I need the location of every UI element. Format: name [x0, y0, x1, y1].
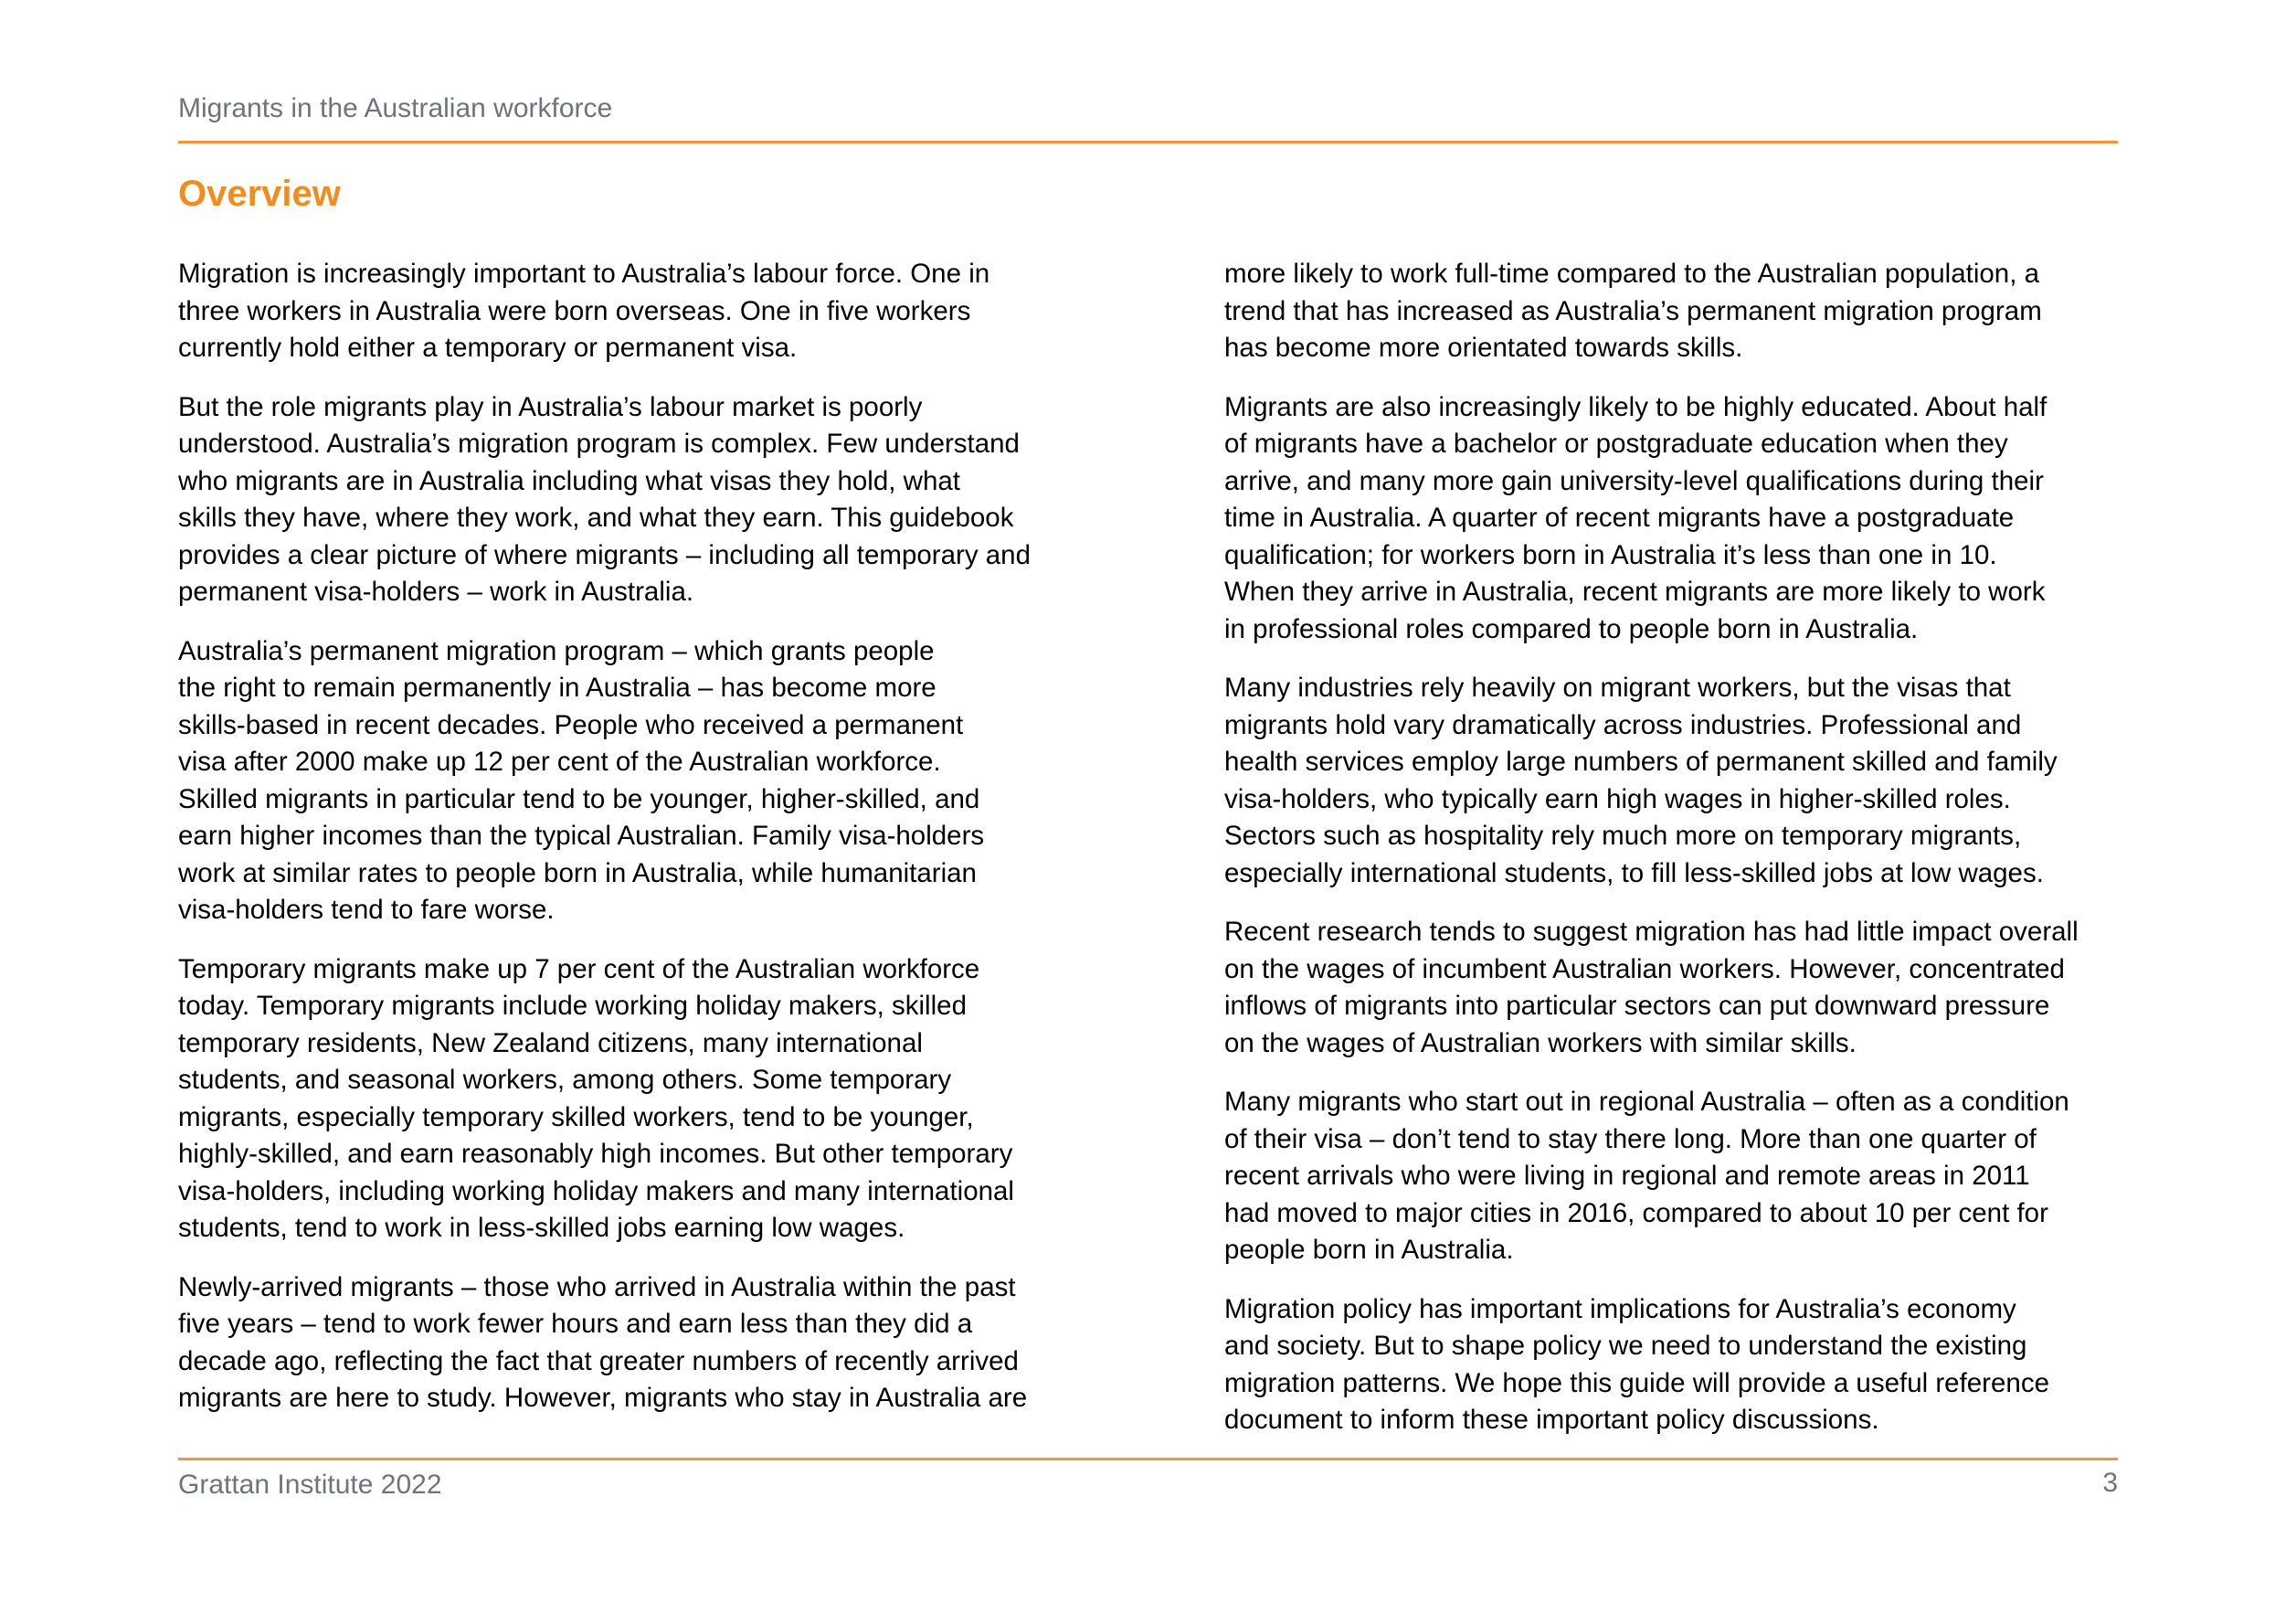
body-paragraph — [178, 1269, 1092, 1417]
body-paragraph — [178, 951, 1092, 1247]
paragraph-line: decade ago, reflecting the fact that greater numbers of recently arrived — [178, 1345, 1019, 1376]
paragraph-line: visa-holders tend to fare worse. — [178, 895, 555, 925]
paragraph-line: visa after 2000 make up 12 per cent of the Australian workforce. — [178, 747, 941, 777]
body-paragraph — [1224, 1291, 2138, 1439]
section-title: Overview — [178, 174, 341, 214]
paragraph-line: When they arrive in Australia, recent migrants are more likely to work — [1224, 577, 2046, 607]
running-header-title: Migrants in the Australian workforce — [178, 93, 613, 123]
paragraph-line: Many migrants who start out in regional Australia – often as a condition — [1224, 1087, 2069, 1117]
paragraph-line: migrants, especially temporary skilled workers, tend to be younger, — [178, 1101, 974, 1132]
footer-divider — [178, 1458, 2118, 1460]
body-paragraph — [1224, 914, 2138, 1062]
paragraph-line: Many industries rely heavily on migrant workers, but the visas that — [1224, 673, 2011, 703]
page-number: 3 — [2102, 1468, 2118, 1498]
paragraph-line: has become more orientated towards skills. — [1224, 333, 1743, 363]
paragraph-line: migrants are here to study. However, migrants who stay in Australia are — [178, 1383, 1028, 1413]
paragraph-line: Australia’s permanent migration program – which grants people — [178, 635, 935, 666]
paragraph-line: people born in Australia. — [1224, 1235, 1514, 1265]
paragraph-line: document to inform these important policy discussions. — [1224, 1405, 1879, 1435]
body-paragraph — [1224, 389, 2138, 649]
paragraph-line: migrants hold vary dramatically across industries. Professional and — [1224, 709, 2022, 740]
paragraph-line: of their visa – don’t tend to stay there long. More than one quarter of — [1224, 1123, 2037, 1154]
paragraph-line: Skilled migrants in particular tend to be younger, higher-skilled, and — [178, 783, 980, 814]
body-paragraph — [1224, 670, 2138, 892]
paragraph-line: earn higher incomes than the typical Australian. Family visa-holders — [178, 821, 985, 851]
paragraph-line: inflows of migrants into particular sectors can put downward pressure — [1224, 991, 2050, 1021]
header-divider — [178, 141, 2118, 143]
paragraph-line: Newly-arrived migrants – those who arrived in Australia within the past — [178, 1271, 1016, 1302]
paragraph-line: recent arrivals who were living in regional and remote areas in 2011 — [1224, 1161, 2030, 1191]
paragraph-line: Migration policy has important implications for Australia’s economy — [1224, 1293, 2016, 1324]
paragraph-line: today. Temporary migrants include working holiday makers, skilled — [178, 991, 967, 1021]
paragraph-line: Migrants are also increasingly likely to be highly educated. About half — [1224, 391, 2047, 422]
right-column — [1224, 256, 2138, 1461]
paragraph-line: But the role migrants play in Australia’s labour market is poorly — [178, 391, 923, 422]
paragraph-line: on the wages of Australian workers with similar skills. — [1224, 1027, 1857, 1058]
paragraph-line: especially international students, to fill less-skilled jobs at low wages. — [1224, 857, 2044, 888]
body-paragraph — [1224, 1084, 2138, 1269]
paragraph-line: who migrants are in Australia including what visas they hold, what — [178, 465, 960, 496]
paragraph-line: the right to remain permanently in Australia – has become more — [178, 673, 936, 703]
paragraph-line: three workers in Australia were born overseas. One in five workers — [178, 295, 971, 326]
paragraph-line: more likely to work full-time compared to the Australian population, a — [1224, 259, 2039, 289]
footer-publisher: Grattan Institute 2022 — [178, 1470, 442, 1500]
paragraph-line: five years – tend to work fewer hours and earn less than they did a — [178, 1309, 973, 1339]
paragraph-line: work at similar rates to people born in Australia, while humanitarian — [178, 857, 977, 888]
paragraph-line: health services employ large numbers of permanent skilled and family — [1224, 747, 2058, 777]
paragraph-line: and society. But to shape policy we need to understand the existing — [1224, 1331, 2027, 1361]
paragraph-line: Sectors such as hospitality rely much more on temporary migrants, — [1224, 821, 2022, 851]
paragraph-line: highly-skilled, and earn reasonably high incomes. But other temporary — [178, 1139, 1013, 1169]
paragraph-line: arrive, and many more gain university-level qualifications during their — [1224, 465, 2044, 496]
paragraph-line: currently hold either a temporary or permanent visa. — [178, 333, 798, 363]
paragraph-line: on the wages of incumbent Australian workers. However, concentrated — [1224, 953, 2065, 984]
paragraph-line: time in Australia. A quarter of recent migrants have a postgraduate — [1224, 503, 2015, 533]
paragraph-line: had moved to major cities in 2016, compared to about 10 per cent for — [1224, 1197, 2048, 1228]
paragraph-line: Recent research tends to suggest migration has had little impact overall — [1224, 917, 2079, 947]
paragraph-line: skills they have, where they work, and what they earn. This guidebook — [178, 503, 1014, 533]
left-column — [178, 256, 1092, 1439]
body-paragraph — [178, 256, 1092, 367]
paragraph-line: skills-based in recent decades. People who received a permanent — [178, 709, 964, 740]
paragraph-line: provides a clear picture of where migrants – including all temporary and — [178, 539, 1031, 570]
paragraph-line: trend that has increased as Australia’s permanent migration program — [1224, 295, 2042, 326]
paragraph-line: migration patterns. We hope this guide will provide a useful reference — [1224, 1367, 2049, 1398]
paragraph-line: qualification; for workers born in Australia it’s less than one in 10. — [1224, 539, 1997, 570]
paragraph-line: students, and seasonal workers, among others. Some temporary — [178, 1065, 952, 1095]
paragraph-line: in professional roles compared to people born in Australia. — [1224, 613, 1919, 644]
paragraph-line: Temporary migrants make up 7 per cent of the Australian workforce — [178, 953, 980, 984]
body-paragraph — [1224, 256, 2138, 367]
paragraph-line: temporary residents, New Zealand citizens, many international — [178, 1027, 923, 1058]
paragraph-line: students, tend to work in less-skilled jobs earning low wages. — [178, 1213, 905, 1243]
paragraph-line: Migration is increasingly important to Australia’s labour force. One in — [178, 259, 990, 289]
paragraph-line: understood. Australia’s migration program is complex. Few understand — [178, 429, 1020, 459]
body-paragraph — [178, 633, 1092, 929]
body-paragraph — [178, 389, 1092, 611]
paragraph-line: visa-holders, who typically earn high wages in higher-skilled roles. — [1224, 783, 2011, 814]
paragraph-line: visa-holders, including working holiday makers and many international — [178, 1175, 1014, 1206]
paragraph-line: of migrants have a bachelor or postgraduate education when they — [1224, 429, 2008, 459]
paragraph-line: permanent visa-holders – work in Australia. — [178, 577, 694, 607]
